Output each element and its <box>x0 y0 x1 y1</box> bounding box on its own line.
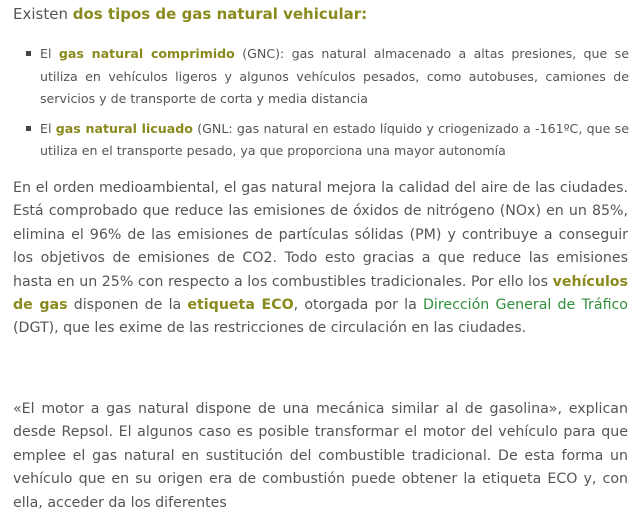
environment-text-2: disponen de la <box>67 297 188 314</box>
list-item-text: (GNL: gas natural en estado líquido y criogenizado a -161ºC, que se utiliza en el transporte pesado, ya que proporciona una mayor autonomía <box>40 120 629 158</box>
list-item-prefix: El <box>40 120 56 136</box>
quote-paragraph: «El motor a gas natural dispone de una mecánica similar al de gasolina», explican desde Repsol. El algunos caso es posible transformar el motor del vehículo para que emplee el gas natural en sustitución del combustible tradicional. De esta forma un vehículo que en su origen era de combustión puede obtener la etiqueta ECO y, con ella, acceder da los diferentes <box>13 401 628 511</box>
environment-text-1: En el orden medioambiental, el gas natural mejora la calidad del aire de las ciudades. Está comprobado que reduce las emisiones de óxidos de nitrógeno (NOx) en un 85%, elimina el 96% de las emisiones de partículas sólidas (PM) y contribuye a conseguir los objetivos de emisiones de CO2. Todo esto gracias a que reduce las emisiones hasta en un 25% con respecto a los combustibles tradicionales. Por ello los <box>13 180 628 290</box>
intro-paragraph <box>13 3 367 25</box>
list-item-gnc <box>22 43 629 111</box>
environment-paragraph <box>13 177 628 341</box>
term-gnc: gas natural comprimido <box>58 46 235 61</box>
gas-vehicles-highlight: vehículos de gas <box>13 273 628 314</box>
dgt-link[interactable]: Dirección General de Tráfico <box>422 297 628 314</box>
term-gnl: gas natural licuado <box>55 120 193 136</box>
environment-text-3: , otorgada por la <box>293 297 423 314</box>
list-item-prefix: El <box>40 46 59 61</box>
list-item-text: (GNC): gas natural almacenado a altas presiones, que se utiliza en vehículos ligeros y algunos vehículos pesados, como autobuses, camiones de servicios y de transporte de corta y media distancia <box>40 46 629 106</box>
intro-highlight: dos tipos de gas natural vehicular: <box>72 5 368 23</box>
eco-label-highlight: etiqueta ECO <box>187 297 294 314</box>
intro-prefix: Existen <box>13 5 73 23</box>
list-item-gnl <box>22 118 629 163</box>
environment-text-4: (DGT), que les exime de las restricciones de circulación en las ciudades. <box>13 320 527 337</box>
gas-types-list <box>22 43 629 170</box>
